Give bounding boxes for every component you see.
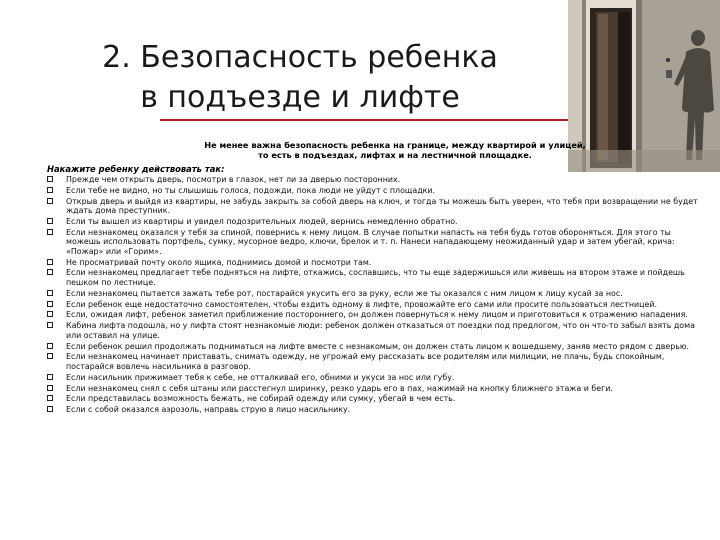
instructions-heading: Накажите ребенку действовать так:: [47, 164, 225, 174]
rule-item: [47, 268, 707, 287]
rules-list: [47, 175, 707, 416]
hollow-square-bullet-icon: [47, 259, 53, 265]
slide-title-line-2: в подъезде и лифте: [140, 80, 460, 115]
hollow-square-bullet-icon: [47, 385, 53, 391]
rule-item: [47, 342, 707, 352]
rule-item: [47, 373, 707, 383]
intro-text: [160, 140, 630, 160]
rule-text: Если незнакомец предлагает тебе подняться на лифте, откажись, сославшись, что ты еще задержишься или живешь на втором этаже и пойдешь пешком по лестнице.: [66, 268, 685, 288]
rule-item: [47, 310, 707, 320]
rule-text: Прежде чем открыть дверь, посмотри в глазок, нет ли за дверью посторонних.: [66, 175, 401, 184]
rule-text: Если тебе не видно, но ты слышишь голоса, подожди, пока люди не уйдут с площадки.: [66, 185, 436, 195]
rule-item: [47, 384, 707, 394]
rule-item: [47, 217, 707, 227]
rule-text: Открыв дверь и выйдя из квартиры, не забудь закрыть за собой дверь на ключ, и тогда ты можешь быть уверен, что тебя при возвращении не будет ждать дома преступник.: [66, 196, 698, 216]
rule-item: [47, 228, 707, 257]
rule-text: Кабина лифта подошла, но у лифта стоят незнакомые люди: ребенок должен отказаться от поездки под предлогом, что он что-то забыл взять дома или оставил на улице.: [66, 321, 695, 340]
hollow-square-bullet-icon: [47, 406, 53, 412]
rule-item: [47, 197, 707, 216]
rule-item: [47, 300, 707, 310]
hollow-square-bullet-icon: [47, 301, 53, 307]
hollow-square-bullet-icon: [47, 343, 53, 349]
rule-text: Если ребенок решил продолжать подниматься на лифте вместе с незнакомым, он должен стать лицом к вошедшему, заняв место рядом с дверью.: [66, 341, 690, 351]
rule-item: [47, 405, 707, 415]
hollow-square-bullet-icon: [47, 395, 53, 401]
hollow-square-bullet-icon: [47, 374, 53, 380]
rule-item: [47, 352, 707, 371]
hollow-square-bullet-icon: [47, 176, 53, 182]
slide-title-line-1: 2. Безопасность ребенка: [102, 40, 498, 75]
rule-item: [47, 186, 707, 196]
rule-item: [47, 289, 707, 299]
hollow-square-bullet-icon: [47, 290, 53, 296]
rule-text: Если, ожидая лифт, ребенок заметил приближение постороннего, он должен повернуться к нему лицом и приготовиться к отражению нападения.: [66, 310, 688, 320]
rule-text: Если незнакомец начинает приставать, снимать одежду, не угрожай ему рассказать все родителям или милиции, не плачь, будь спокойным, постарайся вовлечь насильника в разговор.: [66, 352, 665, 371]
rule-text: Если с собой оказался аэрозоль, направь струю в лицо насильнику.: [66, 405, 351, 415]
hollow-square-bullet-icon: [47, 269, 53, 275]
rule-item: [47, 394, 707, 404]
rule-item: [47, 321, 707, 340]
rule-text: Если насильник прижимает тебя к себе, не отталкивай его, обними и укуси за нос или губу.: [66, 372, 455, 382]
rule-text: Если незнакомец снял с себя штаны или расстегнул ширинку, резко ударь его в пах, нажимай на кнопку ближнего этажа и беги.: [66, 383, 613, 393]
intro-line-1: Не менее важна безопасность ребенка на границе, между квартирой и улицей,: [204, 140, 586, 150]
hollow-square-bullet-icon: [47, 311, 53, 317]
intro-line-2: то есть в подъездах, лифтах и на лестничной площадке.: [258, 150, 532, 160]
rule-text: Если представилась возможность бежать, не собирай одежду или сумку, убегай в чем есть.: [66, 394, 456, 404]
rule-text: Если ребенок еще недостаточно самостоятелен, чтобы ездить одному в лифте, провожайте его сами или просите пользоваться лестницей.: [66, 299, 658, 309]
hollow-square-bullet-icon: [47, 218, 53, 224]
hollow-square-bullet-icon: [47, 353, 53, 359]
slide-title: [40, 38, 560, 118]
hollow-square-bullet-icon: [47, 229, 53, 235]
rule-text: Если ты вышел из квартиры и увидел подозрительных людей, вернись немедленно обратно.: [66, 216, 458, 226]
hollow-square-bullet-icon: [47, 322, 53, 328]
rule-text: Не просматривай почту около ящика, поднимись домой и посмотри там.: [66, 257, 372, 267]
rule-text: Если незнакомец оказался у тебя за спиной, повернись к нему лицом. В случае попытки напасть на тебя будь готов обороняться. Для этого ты можешь использовать портфель, сумку, мусорное ведро, ключи, брелок и т. п. Нанеси нападающему неожиданный удар и затем убегай, крича: «Пожар» или «Горим».: [66, 227, 675, 256]
rule-item: [47, 175, 707, 185]
rule-text: Если незнакомец пытается зажать тебе рот, постарайся укусить его за руку, если же ты оказался с ним лицом к лицу кусай за нос.: [66, 288, 623, 298]
rule-item: [47, 258, 707, 268]
hollow-square-bullet-icon: [47, 198, 53, 204]
hollow-square-bullet-icon: [47, 187, 53, 193]
